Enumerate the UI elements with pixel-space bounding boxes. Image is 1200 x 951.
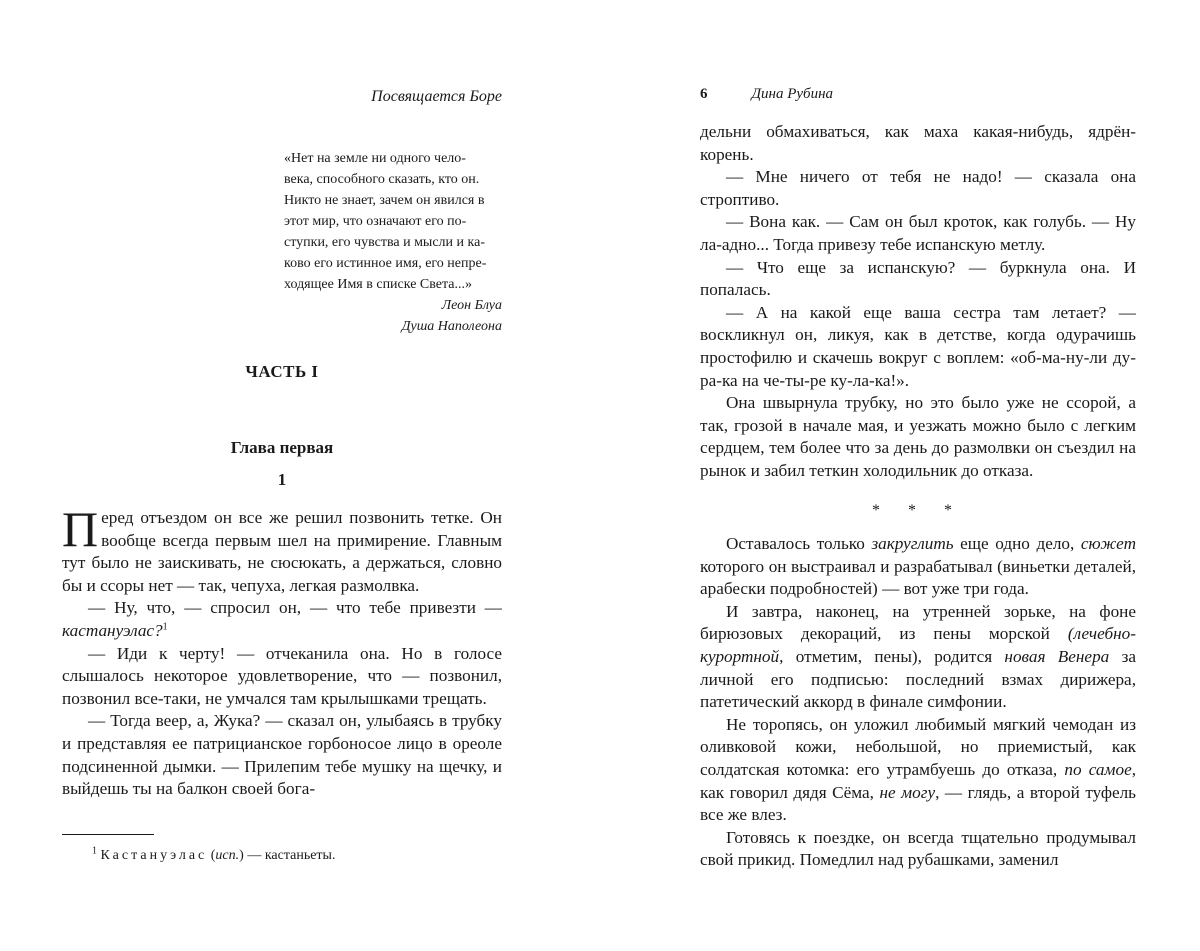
drop-cap: П	[62, 501, 99, 557]
footnote-marker: 1	[92, 845, 97, 857]
paragraph: дельни обмахиваться, как маха какая-нибудь, ядрён-корень.	[700, 122, 1136, 164]
footnote-divider	[62, 834, 154, 835]
text-run: , как говорил дядя Сёма,	[700, 759, 1137, 802]
paragraph: — Иди к черту! — отчеканила она. Но в голосе слышалось некоторое удовлетворение, что — позвонил, позвонил все-таки, не умчался там крылышками трещать.	[62, 643, 502, 708]
paragraph	[62, 501, 502, 597]
right-body-text-top	[700, 121, 1136, 483]
epigraph-line: ково его истинное имя, его непре-	[284, 256, 487, 271]
epigraph-line: Никто не знает, зачем он явился в	[284, 193, 485, 208]
text-run: еще одно дело,	[953, 534, 1081, 553]
dedication: Посвящается Боре	[371, 88, 502, 105]
running-head	[700, 86, 833, 103]
paragraph: — А на какой еще ваша сестра там летает? — воскликнул он, ликуя, как в детстве, когда одурачишь простофилю и скачешь вокруг с воплем: «об-ма-ну-ли ду-ра-ка на че-ты-ре ку-ла-ка!».	[700, 302, 1136, 390]
paragraph: — Что еще за испанскую? — буркнула она. И попалась.	[700, 257, 1136, 300]
italic-run: по самое	[1064, 759, 1132, 779]
right-body-text-bottom	[700, 533, 1136, 872]
text-run: Оставалось только	[726, 534, 872, 553]
paragraph	[700, 533, 1136, 601]
text-run: за личной его подписью: последний взмах дирижера, патетический аккорд в финале симфонии.	[700, 646, 1136, 712]
italic-run: новая Венера	[1004, 646, 1110, 666]
footnote-lang: исп.	[215, 848, 240, 863]
paragraph-text: — Ну, что, — спросил он, — что тебе привезти —	[88, 598, 502, 618]
footnote-text: — кастаньеты.	[247, 848, 336, 863]
epigraph-line: века, способного сказать, кто он.	[284, 172, 480, 187]
paragraph: — Тогда веер, а, Жука? — сказал он, улыбаясь в трубку и представляя ее патрицианское горбоносое лицо в ореоле подсиненной дымки. — Прилепим тебе мушку на щечку, и выйдешь ты на балкон своей бога-	[62, 711, 502, 799]
italic-run: закруглить	[871, 534, 954, 553]
page-number: 6	[700, 86, 708, 102]
chapter-title: Глава первая	[230, 438, 334, 457]
paragraph	[62, 597, 502, 642]
paragraph: — Мне ничего от тебя не надо! — сказала она строптиво.	[700, 167, 1136, 209]
epigraph-source: Душа Наполеона	[401, 319, 502, 334]
text-run: И завтра, наконец, на утренней зорьке, на фоне бирюзовых декораций, из пены морской	[700, 601, 1136, 644]
text-run: , отметим, пены), родится	[779, 646, 1005, 666]
paragraph	[700, 714, 1136, 827]
paragraph	[700, 601, 1136, 714]
section-number: 1	[277, 470, 287, 489]
paragraph-text: еред отъездом он все же решил позвонить тетке. Он вообще всегда первым шел на примирение. Главным тут было не заискивать, не сюсюкать, а держаться, словно бы и ссоры нет — так, чепуха, легкая размолвка.	[62, 508, 502, 595]
italic-run: сюжет	[1080, 534, 1136, 553]
left-body-text	[62, 501, 502, 801]
epigraph-author: Леон Блуа	[441, 298, 502, 313]
italic-run: (лечебно-курортной	[700, 624, 1136, 666]
paragraph: — Вона как. — Сам он был кроток, как голубь. — Ну ла-адно... Тогда привезу тебе испанскую метлу.	[700, 212, 1136, 254]
epigraph-line: «Нет на земле ни одного чело-	[284, 151, 466, 166]
epigraph-line: этот мир, что означают его по-	[284, 214, 467, 229]
italic-term: кастануэлас?	[62, 620, 163, 640]
epigraph	[284, 148, 502, 337]
italic-run: не могу	[879, 782, 936, 802]
text-run: Не торопясь, он уложил любимый мягкий чемодан из оливковой кожи, небольшой, но приемистый, как солдатская котомка: его утрамбуешь до отказа,	[700, 714, 1136, 779]
running-head-author: Дина Рубина	[751, 86, 834, 102]
paragraph: Она швырнула трубку, но это было уже не ссорой, а так, грозой в начале мая, и уезжать можно было с легким сердцем, тем более что за день до размолвки он съездил на рынок и забил теткин холодильник до отказа.	[700, 393, 1136, 480]
footnote-term: Кастануэлас	[100, 848, 208, 863]
section-separator: * * *	[872, 502, 964, 519]
text-run: которого он выстраивал и разрабатывал (виньетки деталей, арабески подробностей) — вот уже три года.	[700, 556, 1136, 599]
footnote: $^1$ Кастануэлас (исп.) — кастаньеты.	[92, 845, 336, 863]
text-run: , — глядь, а второй туфель все же влез.	[700, 782, 1136, 825]
footnote-ref: 1	[162, 621, 168, 633]
paragraph: Готовясь к поездке, он всегда тщательно продумывал свой прикид. Помедлил над рубашками, заменил	[700, 827, 1136, 870]
epigraph-line: ступки, его чувства и мысли и ка-	[284, 235, 485, 250]
epigraph-line: ходящее Имя в списке Света...»	[284, 277, 473, 292]
part-title: ЧАСТЬ I	[245, 362, 319, 381]
